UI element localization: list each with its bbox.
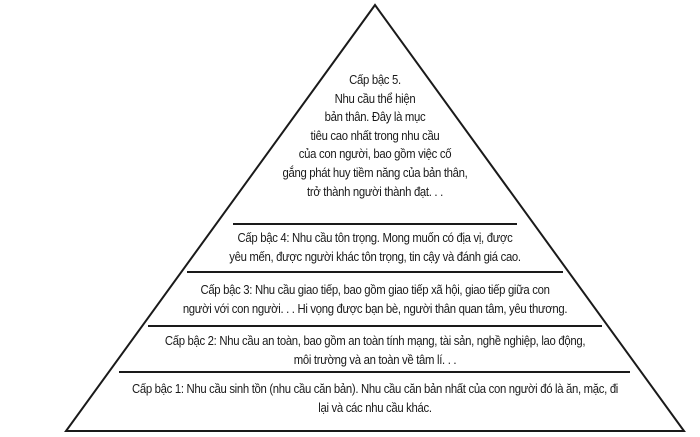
level-2-line: Cấp bậc 2: Nhu cầu an toàn, bao gồm an toàn tính mạng, tài sản, nghề nghiệp, lao động, [164, 334, 586, 348]
level-5-line: của con người, bao gồm việc cố [298, 147, 452, 162]
level-4-line: Cấp bậc 4: Nhu cầu tôn trọng. Mong muốn có địa vị, được [237, 231, 513, 245]
level-4-text [195, 229, 555, 266]
level-5-line: trở thành người thành đạt. . . [307, 184, 443, 199]
level-1-line: lại và các nhu cầu khác. [318, 400, 432, 415]
level-2-line: môi trường và an toàn về tâm lí. . . [293, 352, 457, 367]
level-1-line: Cấp bậc 1: Nhu cầu sinh tồn (nhu cầu căn bản). Nhu cầu căn bản nhất của con người đó là ăn, mặc, đi [131, 382, 619, 396]
level-1-text [87, 380, 663, 417]
level-5-text [240, 71, 510, 201]
level-5-line: tiêu cao nhất trong nhu cầu [310, 128, 440, 143]
level-2-text [132, 332, 618, 369]
level-3-line: Cấp bậc 3: Nhu cầu giao tiếp, bao gồm giao tiếp xã hội, giao tiếp giữa con [200, 283, 550, 297]
level-5-line: Cấp bậc 5. [349, 73, 401, 87]
level-3-line: người với con người. . . Hi vọng được bạn bè, người thân quan tâm, yêu thương. [182, 301, 568, 316]
level-4-line: yêu mến, được người khác tôn trọng, tin cậy và đánh giá cao. [229, 249, 521, 264]
level-5-line: Nhu cầu thể hiện [334, 91, 416, 106]
level-5-line: gắng phát huy tiềm năng của bản thân, [282, 165, 468, 180]
level-5-line: bản thân. Đây là mục [324, 110, 426, 125]
level-3-text [159, 281, 591, 318]
